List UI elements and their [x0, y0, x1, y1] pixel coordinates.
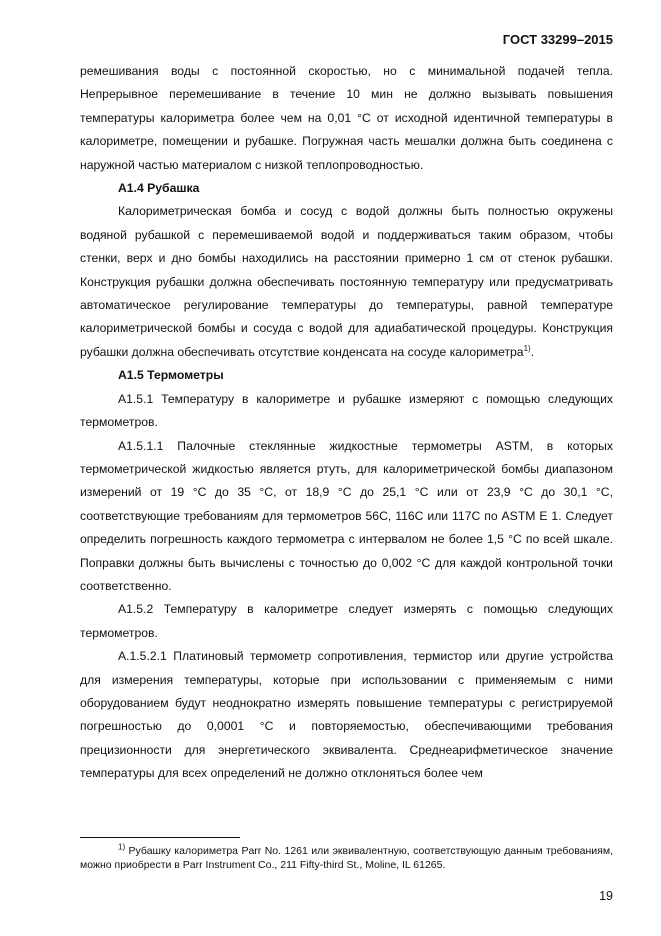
paragraph-a1-5-2-1: А.1.5.2.1 Платиновый термометр сопротивления, термистор или другие устройства для измерения температуры, которые при использовании с применяемым с ними оборудованием будут неоднократно измерять повышение температуры с регистрируемой погрешностью до 0,0001 °С и повторяемостью, обеспечивающими требования прецизионности для энергетического эквивалента. Среднеарифметическое значение температуры для всех определений не должно отклоняться более чем	[80, 649, 613, 781]
footnote-divider	[80, 837, 240, 838]
heading-a1-4: А1.4 Рубашка	[118, 181, 200, 196]
paragraph-stirring-continued: ремешивания воды с постоянной скоростью, но с минимальной подачей тепла. Непрерывное перемешивание в течение 10 мин не должно вызывать повышения температуры калориметра более чем на 0,01 °С от исходной идентичной температуры в калориметре, помещении и рубашке. Погружная часть мешалки должна быть соединена с наружной частью материалом с низкой теплопроводностью.	[80, 64, 613, 172]
standard-header: ГОСТ 33299–2015	[502, 32, 613, 47]
document-body	[80, 60, 613, 786]
page-number: 19	[599, 889, 613, 903]
paragraph-jacket-text: Калориметрическая бомба и сосуд с водой должны быть полностью окружены водяной рубашкой с перемешиваемой водой и поддерживаться таким образом, чтобы стенки, верх и дно бомбы находились на расстоянии примерно 1 см от стенок рубашки. Конструкция рубашки должна обеспечивать постоянную температуру или предусматривать автоматическое регулирование температуры до температуры, равной температуре калориметрической бомбы и сосуда с водой для адиабатической процедуры. Конструкция рубашки должна обеспечивать отсутствие конденсата на сосуде калориметра	[80, 204, 613, 359]
paragraph-a1-5-2: А1.5.2 Температуру в калориметре следует измерять с помощью следующих термометров.	[80, 602, 613, 640]
paragraph-a1-5-1: А1.5.1 Температуру в калориметре и рубашке измеряют с помощью следующих термометров.	[80, 391, 613, 430]
heading-a1-5: А1.5 Термометры	[118, 368, 224, 383]
footnote	[80, 844, 613, 872]
footnote-marker: 1)	[118, 842, 126, 852]
paragraph-jacket-end: .	[530, 344, 535, 359]
footnote-text: Рубашку калориметра Parr No. 1261 или эквивалентную, соответствующую данным требованиям, можно приобрести в Parr Instrument Co., 211 Fifty-third St., Moline, IL 61265.	[80, 845, 613, 871]
paragraph-jacket	[80, 200, 613, 364]
paragraph-a1-5-1-1: А1.5.1.1 Палочные стеклянные жидкостные термометры ASTM, в которых термометрической жидкостью является ртуть, для калориметрической бомбы диапазоном измерений от 19 °С до 35 °С, от 18,9 °С до 25,1 °С или от 23,9 °С до 30,1 °С, соответствующие требованиям для термометров 56С, 116С или 117С по ASTM E 1. Следует определить погрешность каждого термометра с интервалом не более 1,5 °С по всей шкале. Поправки должны быть вычислены с точностью до 0,002 °С для каждой контрольной точки соответственно.	[80, 438, 613, 593]
footnote-ref: 1)	[523, 343, 531, 353]
